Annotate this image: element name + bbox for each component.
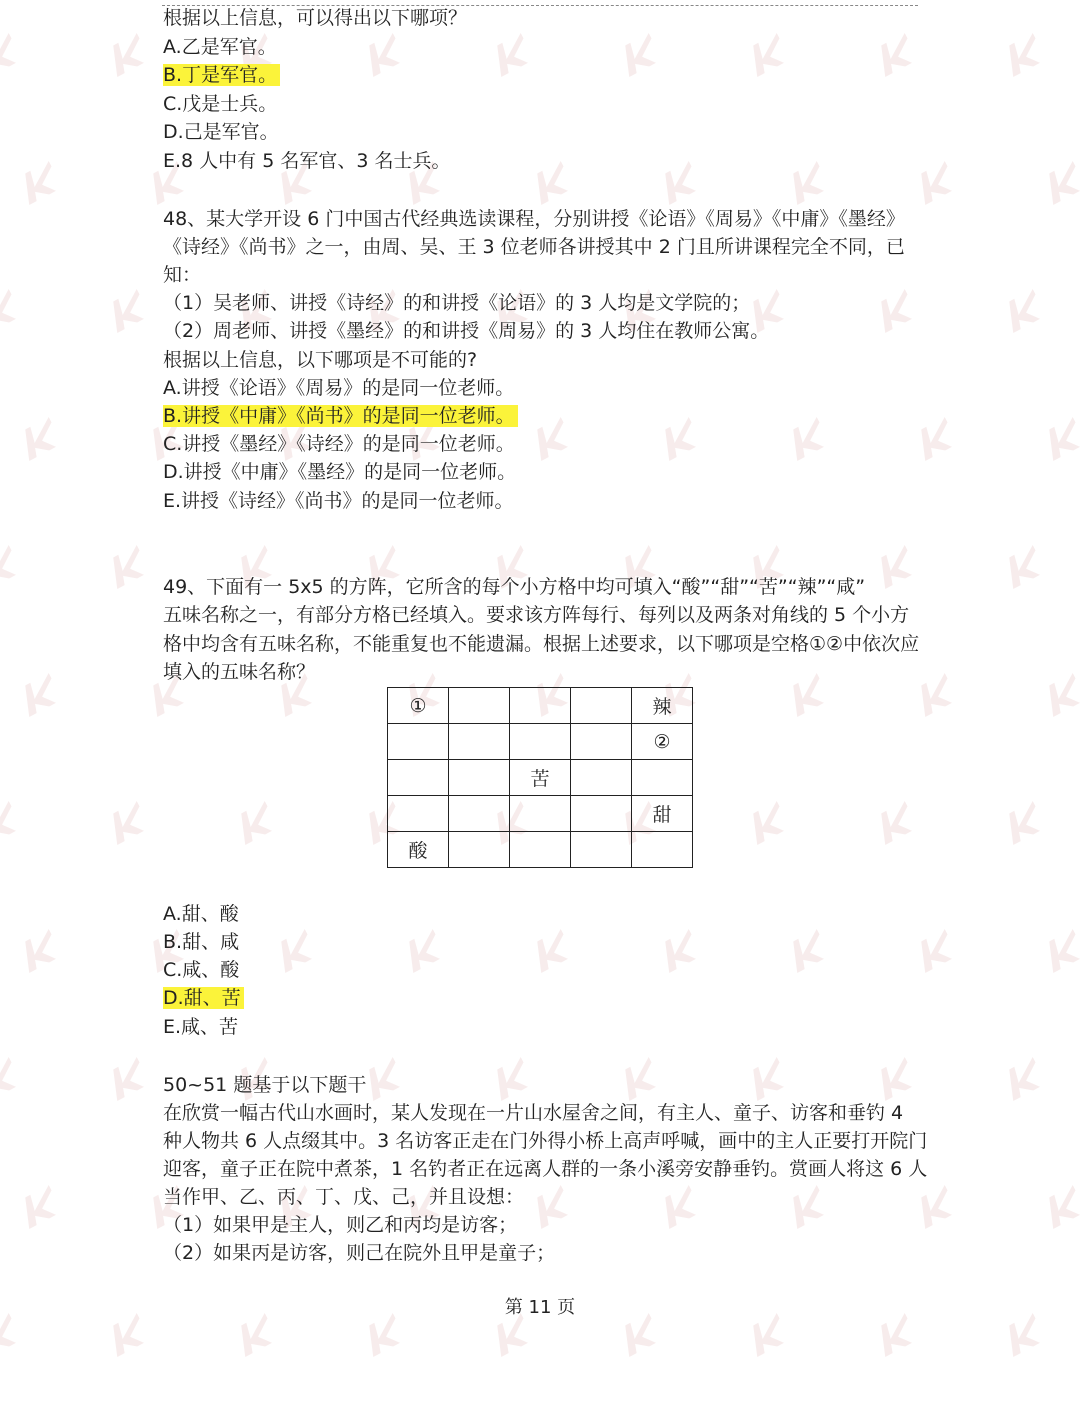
- watermark-logo: [271, 929, 319, 973]
- watermark-logo: [15, 417, 63, 461]
- watermark-logo: [871, 33, 919, 77]
- q48-option-b: [163, 404, 518, 428]
- grid-cell: 甜: [632, 796, 693, 832]
- watermark-logo: [911, 673, 959, 717]
- q48-stem-line: 知：: [163, 264, 202, 286]
- grid-cell: [449, 796, 510, 832]
- grid-cell: [632, 760, 693, 796]
- watermark-logo: [231, 801, 279, 845]
- watermark-logo: [359, 1313, 407, 1357]
- grid-cell: [449, 832, 510, 868]
- watermark-logo: [999, 801, 1047, 845]
- q50-stem-line: 在欣赏一幅古代山水画时，某人发现在一片山水屋舍之间，有主人、童子、访客和垂钓 4: [163, 1102, 904, 1124]
- watermark-logo: [399, 929, 447, 973]
- watermark-logo: [103, 33, 151, 77]
- watermark-logo: [15, 673, 63, 717]
- grid-cell: ②: [632, 724, 693, 760]
- watermark-logo: [15, 1185, 63, 1229]
- watermark-logo: [527, 929, 575, 973]
- watermark-logo: [743, 801, 791, 845]
- watermark-logo: [15, 929, 63, 973]
- q49-option-d: [163, 986, 244, 1010]
- q50-stem-line: 当作甲、乙、丙、丁、戊、己，并且设想：: [163, 1186, 525, 1208]
- watermark-logo: [359, 33, 407, 77]
- q48-option-e: E.讲授《诗经》《尚书》的是同一位老师。: [163, 490, 514, 512]
- watermark-logo: [743, 1313, 791, 1357]
- q47-option-e: E.8 人中有 5 名军官、3 名士兵。: [163, 150, 451, 172]
- watermark-logo: [999, 289, 1047, 333]
- answer-highlight: B.丁是军官。: [163, 64, 280, 86]
- q47-option-c: C.戊是士兵。: [163, 93, 278, 115]
- q49-stem-line: 五味名称之一，有部分方格已经填入。要求该方阵每行、每列以及两条对角线的 5 个小方: [163, 604, 910, 626]
- q48-option-a: A.讲授《论语》《周易》的是同一位老师。: [163, 377, 515, 399]
- grid-cell: [449, 688, 510, 724]
- grid-cell: [449, 724, 510, 760]
- watermark-logo: [783, 1185, 831, 1229]
- q48-condition: （2）周老师、讲授《墨经》的和讲授《周易》的 3 人均住在教师公寓。: [163, 320, 770, 342]
- page-number: 第 11 页: [504, 1297, 576, 1318]
- watermark-logo: [655, 417, 703, 461]
- grid-cell: ①: [388, 688, 449, 724]
- watermark-logo: [1039, 929, 1080, 973]
- watermark-logo: [615, 33, 663, 77]
- q48-stem-line: 《诗经》《尚书》之一，由周、吴、王 3 位老师各讲授其中 2 门且所讲课程完全不同，已: [163, 236, 905, 258]
- watermark-logo: [911, 1185, 959, 1229]
- grid-cell: [510, 796, 571, 832]
- q50-condition: （1）如果甲是主人，则乙和丙均是访客；: [163, 1214, 518, 1236]
- watermark-logo: [783, 929, 831, 973]
- grid-cell: 辣: [632, 688, 693, 724]
- q47-prompt: 根据以上信息，可以得出以下哪项？: [163, 7, 468, 29]
- grid-cell: [510, 832, 571, 868]
- watermark-logo: [615, 1057, 663, 1101]
- watermark-logo: [1039, 161, 1080, 205]
- watermark-logo: [487, 1057, 535, 1101]
- watermark-logo: [615, 1313, 663, 1357]
- watermark-logo: [1039, 1185, 1080, 1229]
- q50-stem-line: 迎客，童子正在院中煮茶，1 名钓者正在远离人群的一条小溪旁安静垂钓。赏画人将这 6 人: [163, 1158, 928, 1180]
- watermark-logo: [655, 1185, 703, 1229]
- watermark-logo: [15, 161, 63, 205]
- grid-cell: [388, 796, 449, 832]
- watermark-logo: [103, 1057, 151, 1101]
- grid-cell: [510, 724, 571, 760]
- watermark-logo: [0, 801, 23, 845]
- grid-cell: [510, 688, 571, 724]
- watermark-logo: [0, 1057, 23, 1101]
- watermark-logo: [911, 161, 959, 205]
- watermark-logo: [1039, 417, 1080, 461]
- grid-cell: [571, 796, 632, 832]
- q48-prompt: 根据以上信息，以下哪项是不可能的?: [163, 349, 478, 371]
- grid-cell: [632, 832, 693, 868]
- q50-condition: （2）如果丙是访客，则己在院外且甲是童子；: [163, 1242, 556, 1264]
- watermark-logo: [527, 417, 575, 461]
- grid-cell: [388, 760, 449, 796]
- watermark-logo: [999, 1313, 1047, 1357]
- watermark-logo: [783, 161, 831, 205]
- watermark-logo: [0, 545, 23, 589]
- q50-heading: 50~51 题基于以下题干: [163, 1074, 367, 1096]
- q49-option-c: C.咸、酸: [163, 959, 240, 981]
- grid-cell: 苦: [510, 760, 571, 796]
- watermark-logo: [1039, 673, 1080, 717]
- watermark-logo: [783, 673, 831, 717]
- grid-cell: [571, 688, 632, 724]
- q48-stem-line: 48、某大学开设 6 门中国古代经典选读课程，分别讲授《论语》《周易》《中庸》《墨经》: [163, 208, 905, 230]
- watermark-logo: [103, 289, 151, 333]
- watermark-logo: [103, 545, 151, 589]
- watermark-logo: [655, 161, 703, 205]
- watermark-logo: [0, 33, 23, 77]
- grid-cell: [388, 724, 449, 760]
- q48-option-d: D.讲授《中庸》《墨经》的是同一位老师。: [163, 461, 517, 483]
- q49-stem-line: 格中均含有五味名称，不能重复也不能遗漏。根据上述要求，以下哪项是空格①②中依次应: [163, 633, 920, 655]
- watermark-logo: [871, 289, 919, 333]
- q47-option-b: [163, 63, 280, 87]
- q47-option-a: A.乙是军官。: [163, 36, 277, 58]
- watermark-logo: [743, 1057, 791, 1101]
- watermark-logo: [103, 1313, 151, 1357]
- watermark-logo: [231, 1313, 279, 1357]
- watermark-logo: [0, 289, 23, 333]
- watermark-logo: [103, 801, 151, 845]
- watermark-logo: [487, 1313, 535, 1357]
- q49-stem-line: 49、下面有一 5x5 的方阵，它所含的每个小方格中均可填入“酸”“甜”“苦”“辣”“咸”: [163, 576, 866, 598]
- watermark-logo: [911, 417, 959, 461]
- watermark-logo: [783, 417, 831, 461]
- watermark-logo: [871, 545, 919, 589]
- five-flavor-grid: [387, 687, 693, 868]
- q49-option-e: E.咸、苦: [163, 1016, 239, 1038]
- watermark-logo: [871, 1057, 919, 1101]
- watermark-logo: [871, 1313, 919, 1357]
- grid-cell: 酸: [388, 832, 449, 868]
- answer-highlight: B.讲授《中庸》《尚书》的是同一位老师。: [163, 405, 518, 427]
- watermark-logo: [527, 1185, 575, 1229]
- watermark-logo: [743, 33, 791, 77]
- watermark-logo: [999, 545, 1047, 589]
- q49-option-b: B.甜、咸: [163, 931, 240, 953]
- q49-option-a: A.甜、酸: [163, 903, 239, 925]
- q47-option-d: D.己是军官。: [163, 121, 279, 143]
- grid-cell: [571, 724, 632, 760]
- grid-cell: [571, 832, 632, 868]
- q48-condition: （1）吴老师、讲授《诗经》的和讲授《论语》的 3 人均是文学院的；: [163, 292, 751, 314]
- answer-highlight: D.甜、苦: [163, 987, 244, 1009]
- q48-option-c: C.讲授《墨经》《诗经》的是同一位老师。: [163, 433, 515, 455]
- watermark-logo: [871, 801, 919, 845]
- watermark-logo: [527, 161, 575, 205]
- watermark-logo: [487, 33, 535, 77]
- watermark-logo: [0, 1313, 23, 1357]
- watermark-logo: [999, 33, 1047, 77]
- grid-cell: [449, 760, 510, 796]
- watermark-logo: [655, 929, 703, 973]
- watermark-logo: [911, 929, 959, 973]
- watermark-logo: [999, 1057, 1047, 1101]
- grid-cell: [571, 760, 632, 796]
- q50-stem-line: 种人物共 6 人点缀其中。3 名访客正走在门外得小桥上高声呼喊，画中的主人正要打开院门: [163, 1130, 928, 1152]
- q49-stem-line: 填入的五味名称？: [163, 661, 316, 683]
